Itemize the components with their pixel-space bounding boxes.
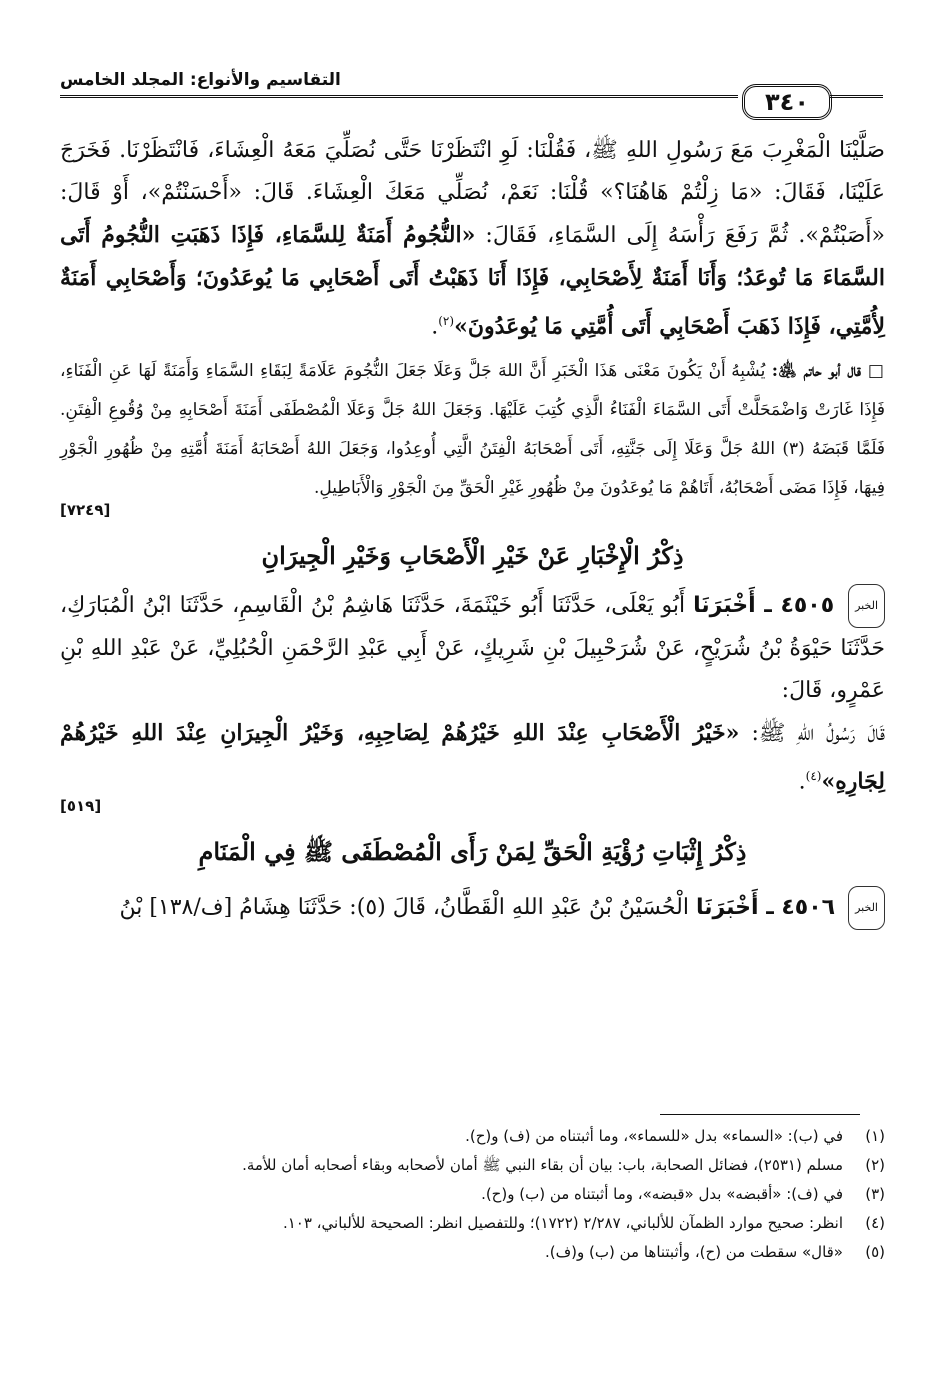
commentary-text: يُشْبِهُ أَنْ يَكُونَ مَعْنَى هَذَا الْخَبَرِ أَنَّ اللهَ جَلَّ وَعَلَا جَعَلَ النُّجُومَ عَلَامَةً لِبَقَاءِ السَّمَاءِ وَأَمَنَةً لَهَا عَنِ الْفَنَاءِ، فَإِذَا غَارَتْ وَاضْمَحَلَّتْ أَتَى السَّمَاءَ الْفَنَاءُ الَّذِي كُتِبَ عَلَيْهَا. وَجَعَلَ اللهُ جَلَّ وَعَلَا الْمُصْطَفَى أَمَنَةَ أَصْحَابِهِ مِنْ وُقُوعِ الْفِتَنِ. فَلَمَّا قَبَضَهُ (٣) اللهُ جَلَّ وَعَلَا إِلَى جَنَّتِهِ، أَتَى أَصْحَابَهُ الْفِتَنُ الَّتِي أُوعِدُوا، وَجَعَلَ اللهُ أَصْحَابَهُ أَمَنَةَ أُمَّتِهِ مِنْ ظُهُورِ الْجَوْرِ فِيهَا، فَإِذَا مَضَى أَصْحَابُهُ، أَتَاهُمْ مَا يُوعَدُونَ مِنْ ظُهُورِ غَيْرِ الْحَقِّ مِنَ الْجَوْرِ وَالْأَبَاطِيلِ. [60, 361, 885, 499]
footnote: (٣) في (ف): «أقبضه» بدل «قبضه»، وما أثبتناه من (ب) و(ح). [481, 1185, 885, 1203]
running-head: التقاسيم والأنواع: المجلد الخامس [60, 70, 341, 90]
main-text [60, 130, 885, 930]
isnad: أَبُو يَعْلَى، حَدَّثَنَا أَبُو خَيْثَمَةَ، حَدَّثَنَا هَاشِمُ بْنُ الْقَاسِمِ، حَدَّثَنَا ابْنُ الْمُبَارَكِ، حَدَّثَنَا حَيْوَةُ بْنُ شُرَيْحٍ، عَنْ شُرَحْبِيلَ بْنِ شَرِيكٍ، عَنْ أَبِي عَبْدِ الرَّحْمَنِ الْحُبُلِيِّ، عَنْ عَبْدِ اللهِ بْنِ عَمْرٍو، قَالَ: [60, 593, 885, 704]
matn: «خَيْرُ الْأَصْحَابِ عِنْدَ اللهِ خَيْرُهُمْ لِصَاحِبِهِ، وَخَيْرُ الْجِيرَانِ عِنْدَ اللهِ خَيْرُهُمْ لِجَارِهِ» [60, 720, 885, 795]
prophetic-saying: «النُّجُومُ أَمَنَةٌ لِلسَّمَاءِ، فَإِذَا ذَهَبَتِ النُّجُومُ أَتَى السَّمَاءَ مَا تُوعَدُ؛ وَأَنَا أَمَنَةٌ لِأَصْحَابِي، فَإِذَا أَنَا ذَهَبْتُ أَتَى أَصْحَابِي مَا يُوعَدُونَ؛ وَأَصْحَابِي أَمَنَةٌ لِأُمَّتِي، فَإِذَا ذَهَبَ أَصْحَابِي أَتَى أُمَّتِي مَا يُوعَدُونَ» [60, 222, 885, 340]
footnote: (٢) مسلم (٢٥٣١)، فضائل الصحابة، باب: بيان أن بقاء النبي ﷺ أمان لأصحابه وبقاء أصحابه أمان للأمة. [242, 1156, 885, 1174]
footnote: (١) في (ب): «السماء» بدل «للسماء»، وما أثبتناه من (ف) و(ح). [465, 1127, 885, 1145]
hadith-4506 [60, 886, 885, 930]
footnote: (٤) انظر: صحيح موارد الظمآن للألباني، ٢/٢٨٧ (١٧٢٢)؛ وللتفصيل انظر: الصحيحة للألباني، ١٠٣. [282, 1214, 885, 1232]
footnote-ref-2[interactable]: (٢) [438, 314, 455, 328]
page-number: ٣٤٠ [742, 84, 832, 120]
isnad: الْحُسَيْنُ بْنُ عَبْدِ اللهِ الْقَطَّانُ، قَالَ (٥): حَدَّثَنَا هِشَامُ [ف/١٣٨] بْنُ [119, 894, 689, 920]
header-rule-right [830, 95, 883, 98]
hadith-badge-icon: الخبر [848, 886, 885, 930]
commentary-label: □ قال أبو حاتم ﵁: [771, 361, 886, 382]
section-heading: ذِكْرُ إِثْبَاتِ رُؤْيَةِ الْحَقِّ لِمَنْ رَأَى الْمُصْطَفَى ﷺ فِي الْمَنَامِ [198, 836, 747, 866]
commentary [60, 352, 885, 508]
reference-number: [٧٢٤٩] [60, 501, 111, 520]
hadith-number: ٤٥٠٥ ـ أَخْبَرَنَا [693, 593, 835, 619]
hadith-4505 [60, 584, 885, 712]
footnote-ref-4[interactable]: (٤) [805, 769, 822, 784]
hadith-4505-matn: قَالَ رَسُولُ اللهِ ﷺ: «خَيْرُ الْأَصْحَابِ عِنْدَ اللهِ خَيْرُهُمْ لِصَاحِبِهِ، وَخَيْرُ الْجِيرَانِ عِنْدَ اللهِ خَيْرُهُمْ لِجَارِهِ»$^{(٤)}$. [60, 720, 885, 795]
section-heading: ذِكْرُ الْإِخْبَارِ عَنْ خَيْرِ الْأَصْحَابِ وَخَيْرِ الْجِيرَانِ [261, 541, 684, 571]
header-rule-left [60, 95, 738, 98]
footnotes [60, 1122, 885, 1267]
hadith-continuation: صَلَّيْنَا الْمَغْرِبَ مَعَ رَسُولِ اللهِ ﷺ، فَقُلْنَا: لَوِ انْتَظَرْنَا حَتَّى نُصَلِّيَ مَعَهُ الْعِشَاءَ، فَانْتَظَرْنَا. فَخَرَجَ عَلَيْنَا، فَقَالَ: «مَا زِلْتُمْ هَاهُنَا؟» قُلْنَا: نَعَمْ، نُصَلِّي مَعَكَ الْعِشَاءَ. قَالَ: «أَحْسَنْتُمْ»، أَوْ قَالَ: «أَصَبْتُمْ». ثُمَّ رَفَعَ رَأْسَهُ إِلَى السَّمَاءِ، فَقَالَ: «النُّجُومُ أَمَنَةٌ لِلسَّمَاءِ، فَإِذَا ذَهَبَتِ النُّجُومُ أَتَى السَّمَاءَ مَا تُوعَدُ؛ وَأَنَا أَمَنَةٌ لِأَصْحَابِي، فَإِذَا أَنَا ذَهَبْتُ أَتَى أَصْحَابِي مَا يُوعَدُونَ؛ وَأَصْحَابِي أَمَنَةٌ لِأُمَّتِي، فَإِذَا ذَهَبَ أَصْحَابِي أَتَى أُمَّتِي مَا يُوعَدُونَ»$^{(٢)}$. [60, 138, 885, 340]
footnote-divider [660, 1114, 860, 1115]
reference-number: [٥١٩] [60, 796, 102, 815]
hadith-number: ٤٥٠٦ ـ أَخْبَرَنَا [695, 894, 836, 920]
hadith-badge-icon: الخبر [848, 584, 885, 628]
footnote: (٥) «قال» سقطت من (ح)، وأثبتناها من (ب) و(ف). [544, 1243, 885, 1261]
